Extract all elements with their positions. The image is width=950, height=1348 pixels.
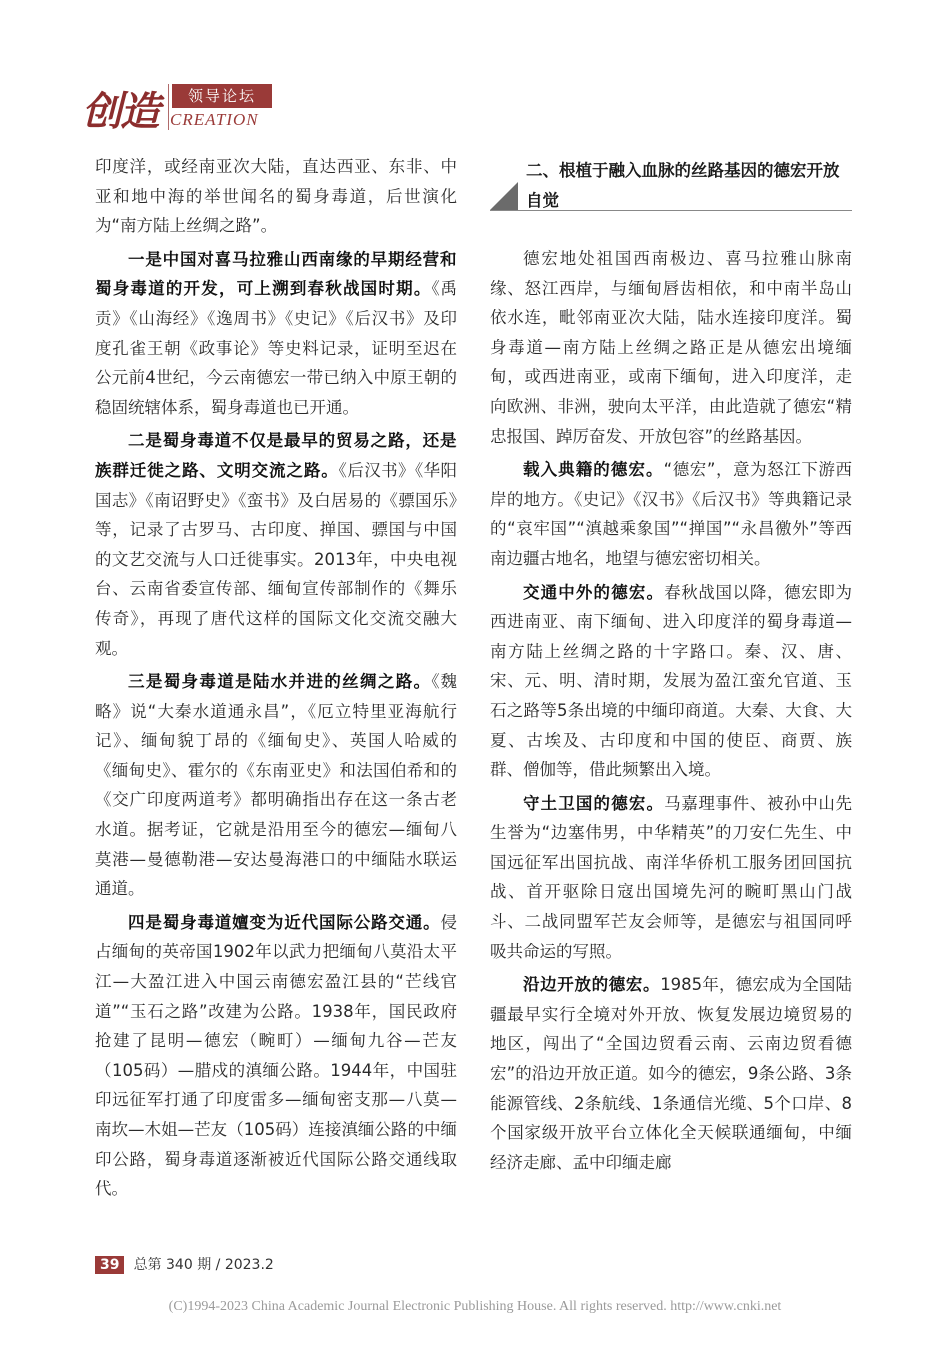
paragraph bbox=[490, 789, 852, 967]
paragraph bbox=[490, 455, 852, 573]
paragraph-body: 《魏略》说“大秦水道通永昌”，《厄立特里亚海航行记》、缅甸貌丁昂的《缅甸史》、英国人哈威的《缅甸史》、霍尔的《东南亚史》和法国伯希和的《交广印度两道考》都明确指出存在这一条古老水道。据考证，它就是沿用至今的德宏—缅甸八莫港—曼德勒港—安达曼海港口的中缅陆水联运通道。 bbox=[95, 672, 458, 899]
paragraph bbox=[95, 667, 457, 904]
paragraph bbox=[490, 970, 852, 1177]
paragraph: 德宏地处祖国西南极边、喜马拉雅山脉南缘、怒江西岸，与缅甸唇齿相依，和中南半岛山依水连，毗邻南亚次大陆，陆水连接印度洋。蜀身毒道—南方陆上丝绸之路正是从德宏出境缅甸，或西进南亚，或南下缅甸，进入印度洋，走向欧洲、非洲，驶向太平洋，由此造就了德宏“精忠报国、踔厉奋发、开放包容”的丝路基因。 bbox=[490, 249, 852, 446]
copyright-notice: (C)1994-2023 China Academic Journal Electronic Publishing House. All rights reserved. http://www.cnki.net bbox=[168, 1299, 782, 1314]
paragraph-lead: 二是蜀身毒道不仅是最早的贸易之路，还是族群迁徙之路、文明交流之路。 bbox=[95, 431, 457, 480]
right-column bbox=[490, 244, 852, 1177]
paragraph-lead: 守土卫国的德宏。 bbox=[523, 793, 665, 813]
paragraph-body: 《禹贡》《山海经》《逸周书》《史记》《后汉书》及印度孔雀王朝《政事论》等史料记录，证明至迟在公元前4世纪，今云南德宏一带已纳入中原王朝的稳固统辖体系，蜀身毒道也已开通。 bbox=[95, 279, 458, 417]
paragraph-lead: 交通中外的德宏。 bbox=[523, 582, 665, 602]
paragraph-lead: 沿边开放的德宏。 bbox=[523, 975, 661, 995]
paragraph-lead: 四是蜀身毒道嬗变为近代国际公路交通。 bbox=[128, 912, 441, 932]
paragraph-lead: 三是蜀身毒道是陆水并进的丝绸之路。 bbox=[128, 672, 432, 692]
page-number: 39 bbox=[95, 1256, 124, 1274]
page-header bbox=[82, 80, 282, 136]
paragraph bbox=[95, 426, 457, 663]
paragraph bbox=[95, 245, 457, 423]
section-label: 领导论坛 bbox=[172, 84, 272, 108]
paragraph-body: 春秋战国以降，德宏即为西进南亚、南下缅甸、进入印度洋的蜀身毒道—南方陆上丝绸之路的十字路口。秦、汉、唐、宋、元、明、清时期，发展为盈江蛮允官道、玉石之路等5条出境的中缅印商道。大秦、大食、大夏、古埃及、古印度和中国的使臣、商贾、族群、僧伽等，借此频繁出入境。 bbox=[490, 582, 853, 780]
paragraph-body: “德宏”，意为怒江下游西岸的地方。《史记》《汉书》《后汉书》等典籍记录的“哀牢国”“滇越乘象国”“掸国”“永昌徼外”等西南边疆古地名，地望与德宏密切相关。 bbox=[490, 460, 852, 568]
journal-logo: 创造 bbox=[82, 88, 158, 135]
page-footer bbox=[95, 1254, 274, 1274]
paragraph-body: 侵占缅甸的英帝国1902年以武力把缅甸八莫沿太平江—大盈江进入中国云南德宏盈江县的“芒线官道”“玉石之路”改建为公路。1938年，国民政府抢建了昆明—德宏（畹町）—缅甸九谷—芒友（105码）—腊戍的滇缅公路。1944年，中国驻印远征军打通了印度雷多—缅甸密支那—八莫—南坎—木姐—芒友（105码）连接滇缅公路的中缅印公路，蜀身毒道逐渐被近代国际公路交通线取代。 bbox=[95, 912, 457, 1199]
header-divider bbox=[168, 84, 169, 130]
paragraph-lead: 一是中国对喜马拉雅山西南缘的早期经营和蜀身毒道的开发，可上溯到春秋战国时期。 bbox=[95, 249, 457, 299]
paragraph-lead: 载入典籍的德宏。 bbox=[523, 460, 664, 480]
paragraph-body: 马嘉理事件、被孙中山先生誉为“边塞伟男，中华精英”的刀安仁先生、中国远征军出国抗战、南洋华侨机工服务团回国抗战、首开驱除日寇出国境先河的畹町黑山门战斗、二战同盟军芒友会师等，是德宏与祖国同呼吸共命运的写照。 bbox=[490, 793, 853, 961]
paragraph-body: 1985年，德宏成为全国陆疆最早实行全境对外开放、恢复发展边境贸易的地区，闯出了“全国边贸看云南、云南边贸看德宏”的沿边开放正道。如今的德宏，9条公路、3条能源管线、2条航线、1条通信光缆、5个口岸、8个国家级开放平台立体化全天候联通缅甸，中缅经济走廊、孟中印缅走廊 bbox=[490, 975, 853, 1172]
left-column bbox=[95, 152, 457, 1204]
brand-english: CREATION bbox=[170, 110, 259, 129]
heading-triangle-decoration bbox=[490, 182, 518, 210]
section-title: 二、根植于融入血脉的丝路基因的德宏开放自觉 bbox=[526, 161, 840, 210]
paragraph bbox=[95, 908, 457, 1204]
section-heading bbox=[490, 152, 852, 222]
paragraph: 印度洋，或经南亚次大陆，直达西亚、东非、中亚和地中海的举世闻名的蜀身毒道，后世演化为“南方陆上丝绸之路”。 bbox=[95, 157, 457, 236]
issue-info: 总第 340 期 / 2023.2 bbox=[133, 1257, 274, 1273]
paragraph bbox=[490, 578, 852, 785]
paragraph-body: 《后汉书》《华阳国志》《南诏野史》《蛮书》及白居易的《骠国乐》等，记录了古罗马、古印度、掸国、骠国与中国的文艺交流与人口迁徙事实。2013年，中央电视台、云南省委宣传部、缅甸宣传部制作的《舞乐传奇》，再现了唐代这样的国际文化交流交融大观。 bbox=[95, 460, 458, 658]
